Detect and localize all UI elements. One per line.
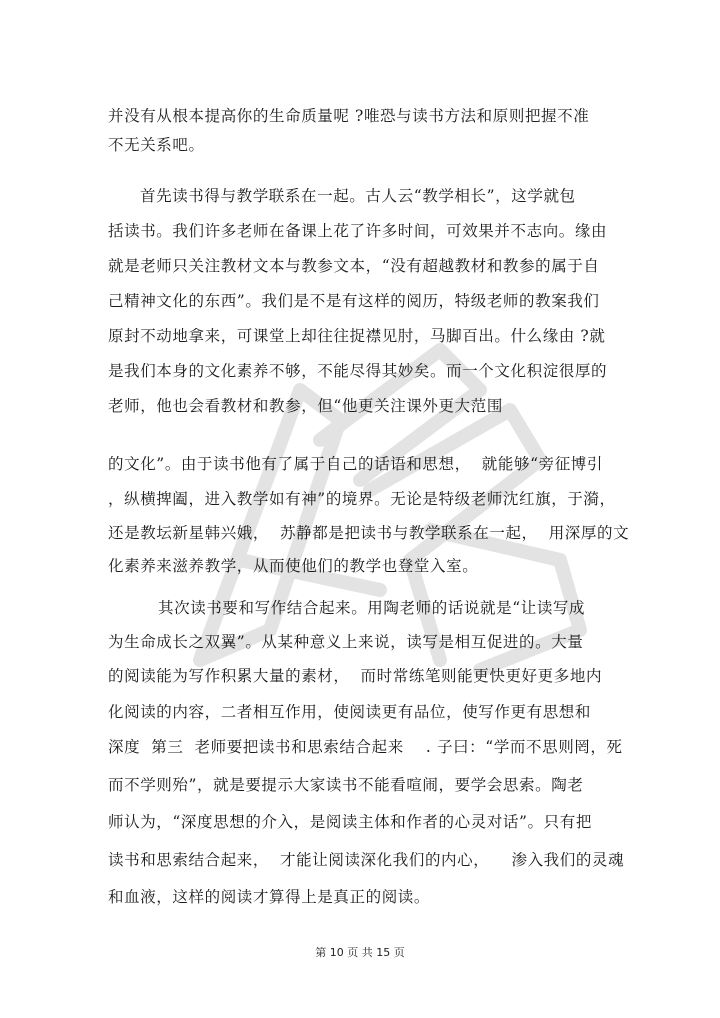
body-line-10: 的文化”。由于读书他有了属于自己的话语和思想， 就能够“旁征博引 (108, 455, 604, 473)
body-line-8: 是我们本身的文化素养不够，不能尽得其妙矣。而一个文化积淀很厚的 (108, 362, 608, 380)
body-line-2: 不无关系吧。 (108, 136, 205, 154)
body-line-12: 还是教坛新星韩兴娥， 苏静都是把读书与教学联系在一起， 用深厚的文 (108, 524, 630, 542)
body-line-14: 其次读书要和写作结合起来。用陶老师的话说就是“让读写成 (158, 599, 586, 617)
body-line-21: 读书和思索结合起来， 才能让阅读深化我们的内心， 渗入我们的灵魂 (108, 851, 625, 869)
body-line-4: 括读书。我们许多老师在备课上花了许多时间，可效果并不志向。缘由 (108, 222, 608, 240)
body-line-22: 和血液，这样的阅读才算得上是真正的阅读。 (108, 888, 431, 906)
body-line-15: 为生命成长之双翼”。从某种意义上来说，读写是相互促进的。大量 (108, 633, 584, 651)
body-line-16: 的阅读能为写作积累大量的素材， 而时常练笔则能更快更好更多地内 (108, 667, 603, 685)
body-line-1: 并没有从根本提高你的生命质量呢 ?唯恐与读书方法和原则把握不准 (108, 107, 590, 125)
body-line-20: 师认为，“深度思想的介入，是阅读主体和作者的心灵对话”。只有把 (108, 813, 592, 831)
body-line-17: 化阅读的内容，二者相互作用，使阅读更有品位，使写作更有思想和 (108, 703, 592, 721)
body-line-18: 深度 第三 老师要把读书和思索结合起来 . 子曰：“学而不思则罔，死 (108, 738, 623, 756)
body-line-5: 就是老师只关注教材文本与教参文本，“没有超越教材和教参的属于自 (108, 257, 600, 275)
body-line-6: 己精神文化的东西”。我们是不是有这样的阅历，特级老师的教案我们 (108, 292, 600, 310)
body-line-7: 原封不动地拿来，可课堂上却往往捉襟见肘，马脚百出。什么缘由 ?就 (108, 327, 606, 345)
page-footer: 第 10 页 共 15 页 (315, 946, 405, 959)
body-line-13: 化素养来滋养教学，从而使他们的教学也登堂入室。 (108, 557, 479, 575)
body-line-3: 首先读书得与教学联系在一起。古人云“教学相长”，这学就包 (140, 187, 576, 205)
body-line-19: 而不学则殆”，就是要提示大家读书不能看喧闹，要学会思索。陶老 (108, 776, 584, 794)
body-line-9: 老师，他也会看教材和教参，但“他更关注课外更大范围 (108, 397, 503, 415)
body-line-11: ，纵横捭阖，进入教学如有神”的境界。无论是特级老师沈红旗，于漪， (108, 490, 616, 508)
